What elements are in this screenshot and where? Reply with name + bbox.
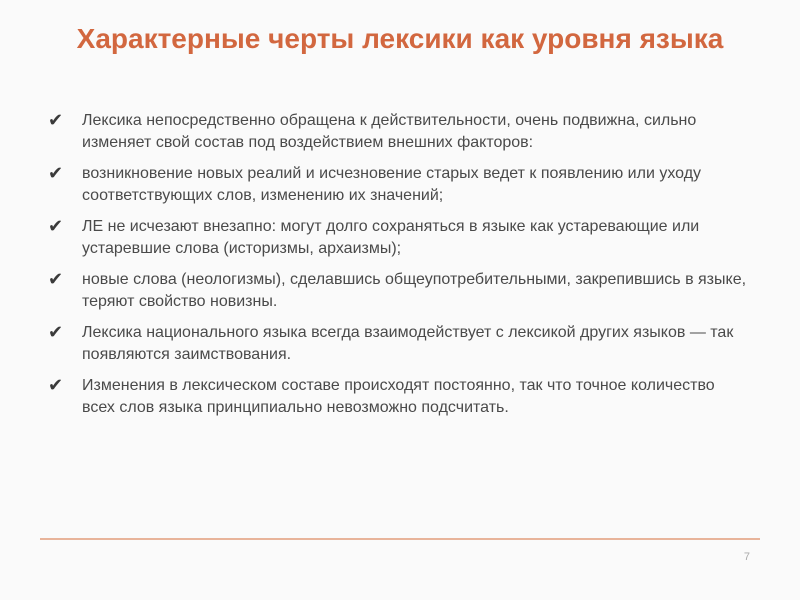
footer-divider [40,538,760,540]
bullet-item [48,375,748,419]
bullet-text: Лексика непосредственно обращена к действительности, очень подвижна, сильно изменяет свой состав под воздействием внешних факторов: [82,112,697,151]
bullet-text: Лексика национального языка всегда взаимодействует с лексикой других языков — так появляются заимствования. [82,324,734,363]
checkmark-icon: ✔ [48,163,64,184]
checkmark-icon: ✔ [48,322,64,343]
bullet-item [48,110,748,154]
bullet-text: новые слова (неологизмы), сделавшись общеупотребительными, закрепившись в языке, теряют свойство новизны. [82,271,747,310]
bullet-item [48,322,748,366]
bullet-item [48,216,748,260]
bullet-item [48,163,748,207]
slide-title: Характерные черты лексики как уровня языка [76,23,724,54]
checkmark-icon: ✔ [48,269,64,290]
bullet-text: возникновение новых реалий и исчезновение старых ведет к появлению или уходу соответствующих слов, изменению их значений; [82,165,702,204]
bullet-text: ЛЕ не исчезают внезапно: могут долго сохраняться в языке как устаревающие или устаревшие слова (историзмы, архаизмы); [82,218,700,257]
bullet-text: Изменения в лексическом составе происходят постоянно, так что точное количество всех слов языка принципиально невозможно подсчитать. [82,377,715,416]
checkmark-icon: ✔ [48,375,64,396]
bullet-list [48,110,748,428]
checkmark-icon: ✔ [48,110,64,131]
bullet-item [48,269,748,313]
page-number: 7 [743,551,750,563]
checkmark-icon: ✔ [48,216,64,237]
